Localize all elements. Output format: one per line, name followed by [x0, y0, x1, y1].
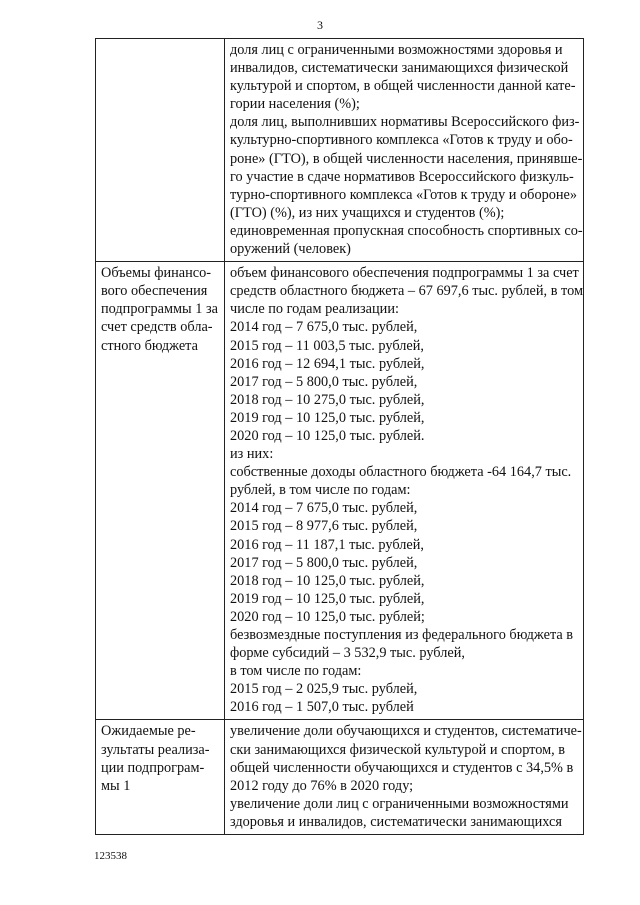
text-line: числе по годам реализации:: [230, 301, 399, 318]
text-line: 2019 год – 10 125,0 тыс. рублей,: [230, 590, 425, 607]
row-content-cell: [225, 39, 584, 262]
text-line: 2016 год – 11 187,1 тыс. рублей,: [230, 536, 424, 553]
text-line: 2015 год – 2 025,9 тыс. рублей,: [230, 681, 418, 698]
text-line: из них:: [230, 446, 274, 463]
text-line: мы 1: [101, 777, 131, 794]
text-line: здоровья и инвалидов, систематически занимающихся: [230, 813, 562, 830]
text-line: ски занимающихся физической культурой и спортом, в: [230, 741, 566, 758]
text-line: гории населения (%);: [230, 96, 360, 113]
text-line: вого обеспечения: [101, 283, 208, 300]
table-row: [96, 720, 584, 835]
text-line: Ожидаемые ре-: [101, 723, 196, 740]
text-line: Объемы финансо-: [101, 265, 212, 282]
text-line: стного бюджета: [101, 337, 198, 354]
text-line: 2020 год – 10 125,0 тыс. рублей.: [230, 427, 425, 444]
text-line: собственные доходы областного бюджета -64 164,7 тыс.: [230, 464, 572, 481]
text-line: форме субсидий – 3 532,9 тыс. рублей,: [230, 645, 465, 662]
text-line: объем финансового обеспечения подпрограммы 1 за счет: [230, 265, 579, 282]
passport-table: [95, 38, 584, 835]
text-line: рублей, в том числе по годам:: [230, 482, 411, 499]
table-row: [96, 39, 584, 262]
text-line: 2019 год – 10 125,0 тыс. рублей,: [230, 409, 425, 426]
text-line: 2014 год – 7 675,0 тыс. рублей,: [230, 500, 418, 517]
text-line: средств областного бюджета – 67 697,6 тыс. рублей, в том: [230, 283, 584, 300]
text-line: 2016 год – 12 694,1 тыс. рублей,: [230, 355, 425, 372]
text-line: (ГТО) (%), из них учащихся и студентов (%);: [230, 204, 505, 221]
text-line: роне» (ГТО), в общей численности населения, принявше-: [230, 150, 583, 167]
text-line: 2017 год – 5 800,0 тыс. рублей,: [230, 373, 418, 390]
text-line: зультаты реализа-: [101, 741, 210, 758]
page-number: 3: [317, 18, 323, 32]
text-line: 2015 год – 11 003,5 тыс. рублей,: [230, 337, 424, 354]
text-line: 2017 год – 5 800,0 тыс. рублей,: [230, 554, 418, 571]
text-line: безвозмездные поступления из федерального бюджета в: [230, 627, 574, 643]
row-label-cell: [96, 39, 225, 262]
text-line: 2018 год – 10 275,0 тыс. рублей,: [230, 391, 425, 408]
text-line: 2020 год – 10 125,0 тыс. рублей;: [230, 608, 425, 625]
text-line: доля лиц с ограниченными возможностями здоровья и: [230, 42, 563, 58]
text-line: турно-спортивного комплекса «Готов к труду и обороне»: [230, 186, 578, 203]
text-line: счет средств обла-: [101, 319, 213, 336]
row-content-cell: [225, 262, 584, 720]
text-line: 2012 году до 76% в 2020 году;: [230, 777, 414, 794]
text-line: единовременная пропускная способность спортивных со-: [230, 222, 583, 239]
text-line: культурой и спортом, в общей численности данной кате-: [230, 78, 576, 95]
row-content-cell: [225, 720, 584, 835]
text-line: го участие в сдаче нормативов Всероссийского физкуль-: [230, 168, 574, 185]
row-label-cell: [96, 262, 225, 720]
text-line: 2018 год – 10 125,0 тыс. рублей,: [230, 572, 425, 589]
text-line: культурно-спортивного комплекса «Готов к труду и обо-: [230, 132, 573, 149]
text-line: увеличение доли лиц с ограниченными возможностями: [230, 795, 569, 812]
row-label-cell: [96, 720, 225, 835]
document-code: 123538: [94, 850, 127, 862]
text-line: оружений (человек): [230, 241, 351, 258]
text-line: доля лиц, выполнивших нормативы Всероссийского физ-: [230, 114, 580, 131]
text-line: в том числе по годам:: [230, 663, 362, 680]
text-line: 2014 год – 7 675,0 тыс. рублей,: [230, 319, 418, 336]
text-line: общей численности обучающихся и студентов с 34,5% в: [230, 759, 574, 776]
text-line: 2015 год – 8 977,6 тыс. рублей,: [230, 518, 418, 535]
text-line: ции подпрограм-: [101, 759, 205, 776]
text-line: инвалидов, систематически занимающихся физической: [230, 60, 569, 77]
text-line: увеличение доли обучающихся и студентов, систематиче-: [230, 723, 582, 740]
text-line: 2016 год – 1 507,0 тыс. рублей: [230, 699, 414, 716]
table-row: [96, 262, 584, 720]
text-line: подпрограммы 1 за: [101, 301, 218, 318]
